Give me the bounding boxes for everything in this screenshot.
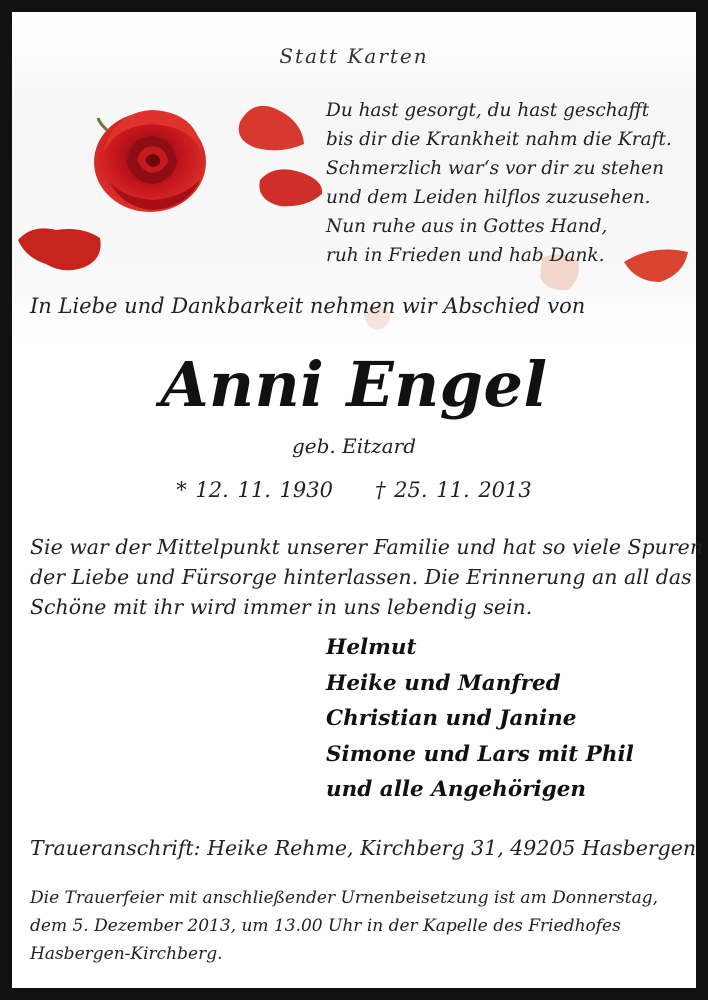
poem-line: Nun ruhe aus in Gottes Hand, <box>326 216 608 237</box>
tribute-line: Sie war der Mittelpunkt unserer Familie und hat so viele Spuren <box>30 535 704 559</box>
farewell-intro: In Liebe und Dankbarkeit nehmen wir Abschied von <box>30 294 586 318</box>
deceased-name: Anni Engel <box>160 348 548 421</box>
tribute-text <box>30 532 703 622</box>
maiden-name: geb. Eitzard <box>291 434 416 458</box>
funeral-line: Hasbergen-Kirchberg. <box>30 944 223 964</box>
mourners-list <box>326 630 634 808</box>
poem-line: Du hast gesorgt, du hast geschafft <box>326 100 650 121</box>
tribute-line: Schöne mit ihr wird immer in uns lebendig sein. <box>30 595 533 619</box>
funeral-line: Die Trauerfeier mit anschließender Urnenbeisetzung ist am Donnerstag, <box>30 888 659 908</box>
mourning-address: Traueranschrift: Heike Rehme, Kirchberg 31, 49205 Hasbergen <box>30 836 697 860</box>
poem-line: ruh in Frieden und hab Dank. <box>326 245 605 266</box>
funeral-line: dem 5. Dezember 2013, um 13.00 Uhr in der Kapelle des Friedhofes <box>30 916 621 936</box>
life-dates <box>12 478 696 502</box>
death-date: † 25. 11. 2013 <box>375 478 532 502</box>
funeral-details <box>30 884 658 968</box>
poem-line: und dem Leiden hilflos zuzusehen. <box>326 187 651 208</box>
mourner-item: Simone und Lars mit Phil <box>326 741 634 767</box>
mourner-item: und alle Angehörigen <box>326 777 587 802</box>
poem <box>326 96 672 270</box>
mourner-item: Heike und Manfred <box>326 670 561 696</box>
poem-line: bis dir die Krankheit nahm die Kraft. <box>326 129 672 150</box>
statt-karten-label: Statt Karten <box>279 44 429 68</box>
birth-date: * 12. 11. 1930 <box>176 478 333 502</box>
poem-line: Schmerzlich war‘s vor dir zu stehen <box>326 158 664 179</box>
mourner-item: Helmut <box>326 635 417 660</box>
mourner-item: Christian und Janine <box>326 706 577 731</box>
tribute-line: der Liebe und Fürsorge hinterlassen. Die Erinnerung an all das <box>30 565 692 589</box>
